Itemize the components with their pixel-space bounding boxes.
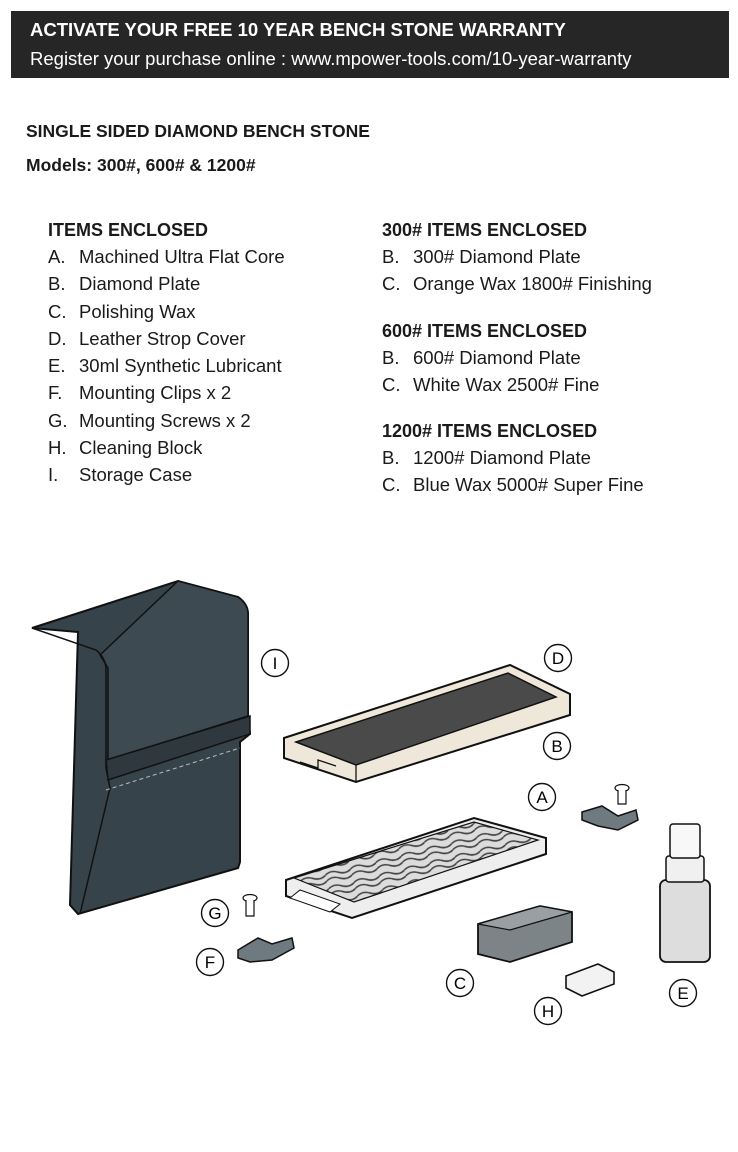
list-item <box>382 374 652 401</box>
model-group-heading: 600# ITEMS ENCLOSED <box>382 320 588 341</box>
polishing-wax-illustration <box>478 906 572 962</box>
model-group-heading: 1200# ITEMS ENCLOSED <box>382 421 598 442</box>
callout-e <box>670 980 697 1007</box>
item-key: I. <box>48 464 59 486</box>
list-item <box>382 246 652 273</box>
storage-case-illustration <box>32 581 250 914</box>
list-item <box>48 246 285 273</box>
cleaning-block-illustration <box>566 964 614 996</box>
item-text: Polishing Wax <box>79 300 196 322</box>
item-text: Leather Strop Cover <box>79 327 246 349</box>
product-title: SINGLE SIDED DIAMOND BENCH STONE <box>26 121 370 141</box>
item-key: A. <box>48 246 66 267</box>
item-text: Blue Wax 5000# Super Fine <box>413 474 644 496</box>
callout-label: A <box>536 788 548 807</box>
item-key: C. <box>382 474 401 496</box>
machined-core-illustration <box>286 818 546 918</box>
list-item <box>48 382 285 409</box>
item-key: G. <box>48 409 68 431</box>
item-key: D. <box>48 327 67 349</box>
model-group-600 <box>382 320 652 402</box>
callout-label: C <box>453 974 467 993</box>
warranty-banner <box>11 11 729 78</box>
list-item <box>48 410 285 437</box>
list-item <box>48 437 285 464</box>
callout-label: B <box>551 737 563 756</box>
item-text: 300# Diamond Plate <box>413 246 581 267</box>
lubricant-bottle-illustration <box>660 824 710 962</box>
list-item <box>48 464 285 491</box>
callout-label: E <box>677 984 689 1003</box>
list-item <box>48 301 285 328</box>
list-item <box>48 328 285 355</box>
item-text: Cleaning Block <box>79 437 203 459</box>
item-text: Machined Ultra Flat Core <box>79 246 285 267</box>
item-text: 30ml Synthetic Lubricant <box>79 355 282 377</box>
model-items-list <box>382 219 652 521</box>
callout-label: F <box>204 953 216 972</box>
item-text: White Wax 2500# Fine <box>413 373 600 395</box>
callout-i <box>262 650 289 677</box>
warranty-headline: ACTIVATE YOUR FREE 10 YEAR BENCH STONE WARRANTY <box>30 19 566 40</box>
callout-a <box>529 784 556 811</box>
callout-g <box>202 900 229 927</box>
list-item <box>382 447 652 474</box>
items-enclosed-list <box>48 219 285 492</box>
callout-c <box>447 970 474 997</box>
item-text: Diamond Plate <box>79 273 201 295</box>
item-text: Storage Case <box>79 464 193 486</box>
callout-d <box>545 645 572 672</box>
item-text: 600# Diamond Plate <box>413 346 581 368</box>
warranty-register-text: Register your purchase online : www.mpower-tools.com/10-year-warranty <box>30 48 632 69</box>
items-enclosed-heading: ITEMS ENCLOSED <box>48 220 209 240</box>
exploded-parts-illustration <box>0 560 738 1060</box>
item-text: 1200# Diamond Plate <box>413 447 591 469</box>
item-key: F. <box>48 382 63 404</box>
callout-f <box>197 949 224 976</box>
list-item <box>48 273 285 300</box>
item-text: Mounting Clips x 2 <box>79 382 232 404</box>
list-item <box>382 474 652 501</box>
list-item <box>382 347 652 374</box>
product-models: Models: 300#, 600# & 1200# <box>26 155 256 175</box>
callout-label: I <box>272 654 278 673</box>
item-key: B. <box>382 447 400 469</box>
callout-label: D <box>551 649 565 668</box>
item-key: B. <box>382 246 400 267</box>
item-key: E. <box>48 355 66 377</box>
item-key: C. <box>48 300 67 322</box>
item-key: C. <box>382 273 401 295</box>
item-key: C. <box>382 373 401 395</box>
callout-label: H <box>541 1002 555 1021</box>
item-key: H. <box>48 437 67 459</box>
model-group-300 <box>382 219 652 301</box>
callout-b <box>544 733 571 760</box>
callout-label: G <box>208 904 222 923</box>
callout-h <box>535 998 562 1025</box>
list-item <box>48 355 285 382</box>
model-group-heading: 300# ITEMS ENCLOSED <box>382 220 588 240</box>
diamond-plate-illustration <box>284 665 570 782</box>
item-text: Orange Wax 1800# Finishing <box>413 273 652 295</box>
list-item <box>382 273 652 300</box>
item-key: B. <box>48 273 66 295</box>
model-group-1200 <box>382 420 652 502</box>
item-text: Mounting Screws x 2 <box>79 409 251 431</box>
item-key: B. <box>382 346 400 368</box>
